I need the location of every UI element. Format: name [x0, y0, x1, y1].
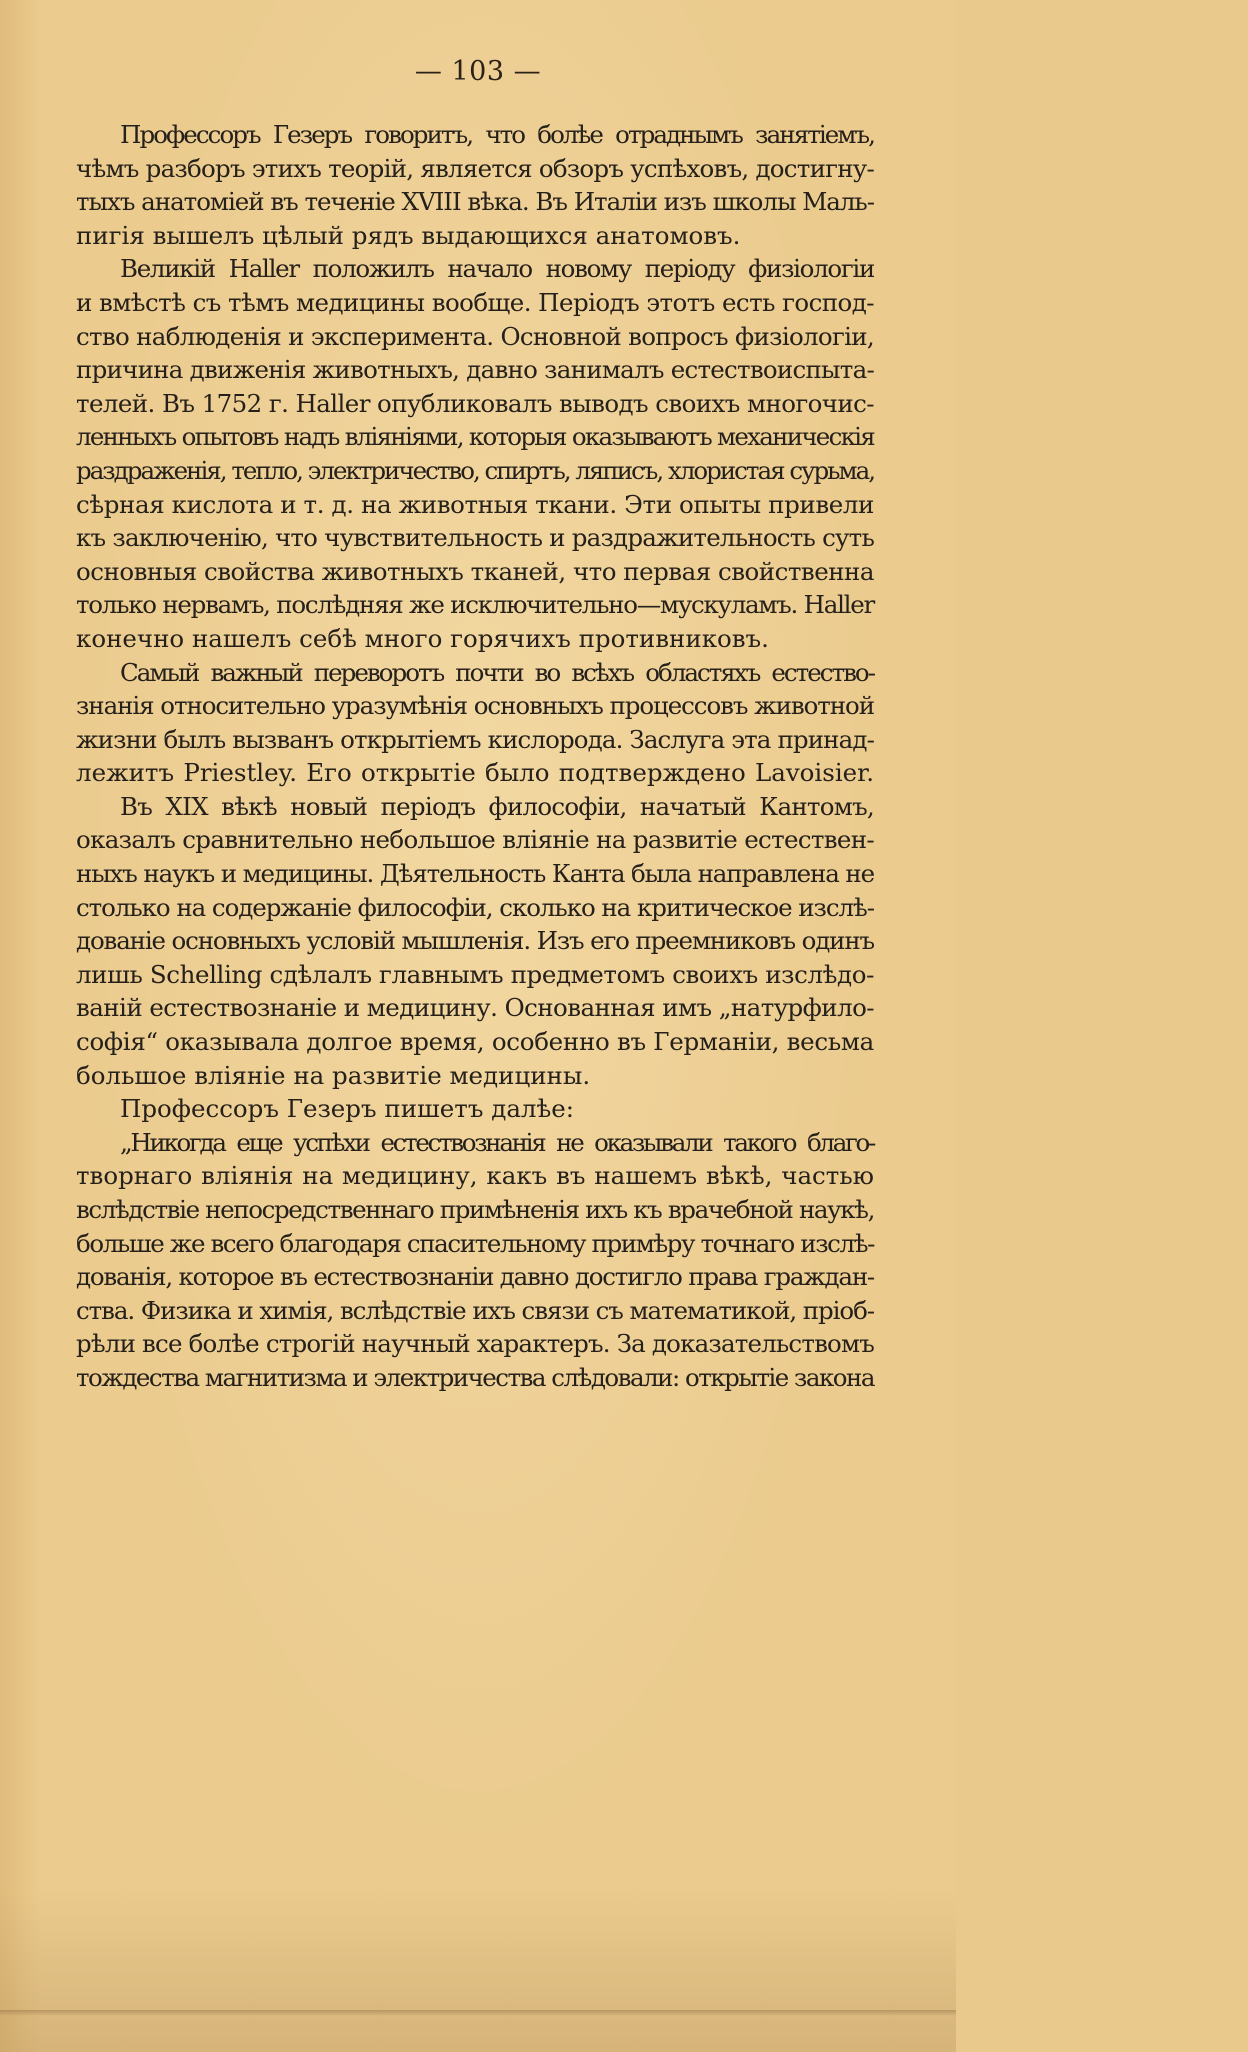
text-line: творнаго вліянія на медицину, какъ въ нашемъ вѣкѣ, частью [76, 1161, 874, 1191]
text-line: и вмѣстѣ съ тѣмъ медицины вообще. Періодъ этотъ есть господ- [76, 287, 874, 317]
text-line: „Никогда еще успѣхи естествознанія не оказывали такого благо- [120, 1127, 874, 1157]
text-line: основныя свойства животныхъ тканей, что первая свойственна [76, 556, 874, 586]
text-line: лишь Schelling сдѣлалъ главнымъ предметомъ своихъ изслѣдо- [76, 959, 874, 989]
paragraph [76, 118, 874, 252]
text-line: пигія вышелъ цѣлый рядъ выдающихся анатомовъ. [76, 220, 741, 250]
page-edge-shadow [0, 2010, 956, 2016]
text-line: Профессоръ Гезеръ пишетъ далѣе: [120, 1094, 575, 1124]
text-line: столько на содержаніе философіи, сколько на критическое изслѣ- [76, 892, 874, 922]
paragraph [76, 656, 874, 790]
text-line: тыхъ анатоміей въ теченіе XVIII вѣка. Въ Италіи изъ школы Маль- [76, 187, 874, 217]
page-number: — 103 — [414, 56, 542, 87]
paragraph [76, 1092, 874, 1126]
text-line: только нервамъ, послѣдняя же исключительно—мускуламъ. Haller [76, 590, 874, 620]
paragraph [76, 790, 874, 1092]
text-line: ленныхъ опытовъ надъ вліяніями, которыя оказываютъ механическія [76, 422, 874, 452]
text-line: раздраженія, тепло, электричество, спиртъ, ляписъ, хлористая сурьма, [76, 455, 874, 485]
text-line: ныхъ наукъ и медицины. Дѣятельность Канта была направлена не [76, 859, 874, 889]
text-line: больше же всего благодаря спасительному примѣру точнаго изслѣ- [76, 1228, 874, 1258]
paragraph [76, 252, 874, 655]
text-line: софія“ оказывала долгое время, особенно въ Германіи, весьма [76, 1027, 874, 1057]
paragraph [76, 1126, 874, 1395]
text-line: дованіе основныхъ условій мышленія. Изъ его преемниковъ одинъ [76, 926, 874, 956]
text-line: Въ XIX вѣкѣ новый періодъ философіи, начатый Кантомъ, [120, 791, 874, 821]
text-line: рѣли все болѣе строгій научный характеръ. За доказательствомъ [76, 1329, 874, 1359]
text-line: чѣмъ разборъ этихъ теорій, является обзоръ успѣховъ, достигну- [76, 153, 874, 183]
text-line: Профессоръ Гезеръ говоритъ, что болѣе отраднымъ занятіемъ, [120, 120, 874, 149]
text-line: Самый важный переворотъ почти во всѣхъ областяхъ естество- [120, 657, 874, 687]
text-line: къ заключенію, что чувствительность и раздражительность суть [76, 523, 874, 553]
text-line: тождества магнитизма и электричества слѣдовали: открытіе закона [76, 1362, 874, 1392]
text-line: конечно нашелъ себѣ много горячихъ противниковъ. [76, 623, 769, 653]
text-line: ство наблюденія и эксперимента. Основной вопросъ физіологіи, [76, 321, 874, 351]
text-line: жизни былъ вызванъ открытіемъ кислорода. Заслуга эта принад- [76, 724, 874, 754]
text-line: причина движенія животныхъ, давно занималъ естествоиспыта- [76, 355, 875, 385]
text-line: ваній естествознаніе и медицину. Основанная имъ „натурфило- [76, 993, 874, 1023]
text-line: оказалъ сравнительно небольшое вліяніе на развитіе естествен- [76, 825, 874, 855]
text-line: Великій Haller положилъ начало новому періоду физіологіи [120, 254, 874, 284]
text-line: телей. Въ 1752 г. Haller опубликовалъ выводъ своихъ многочис- [76, 388, 874, 418]
body-text [76, 118, 874, 1395]
text-line: дованія, которое въ естествознаніи давно достигло права граждан- [76, 1262, 874, 1292]
text-line: сѣрная кислота и т. д. на животныя ткани. Эти опыты привели [76, 489, 874, 519]
text-line: большое вліяніе на развитіе медицины. [76, 1060, 591, 1090]
text-line: знанія относительно уразумѣнія основныхъ процессовъ животной [76, 691, 874, 721]
text-line: ства. Физика и химія, вслѣдствіе ихъ связи съ математикой, пріоб- [76, 1295, 874, 1325]
text-line: лежитъ Priestley. Его открытіе было подтверждено Lavoisier. [76, 758, 874, 788]
text-line: вслѣдствіе непосредственнаго примѣненія ихъ къ врачебной наукѣ, [76, 1195, 874, 1224]
